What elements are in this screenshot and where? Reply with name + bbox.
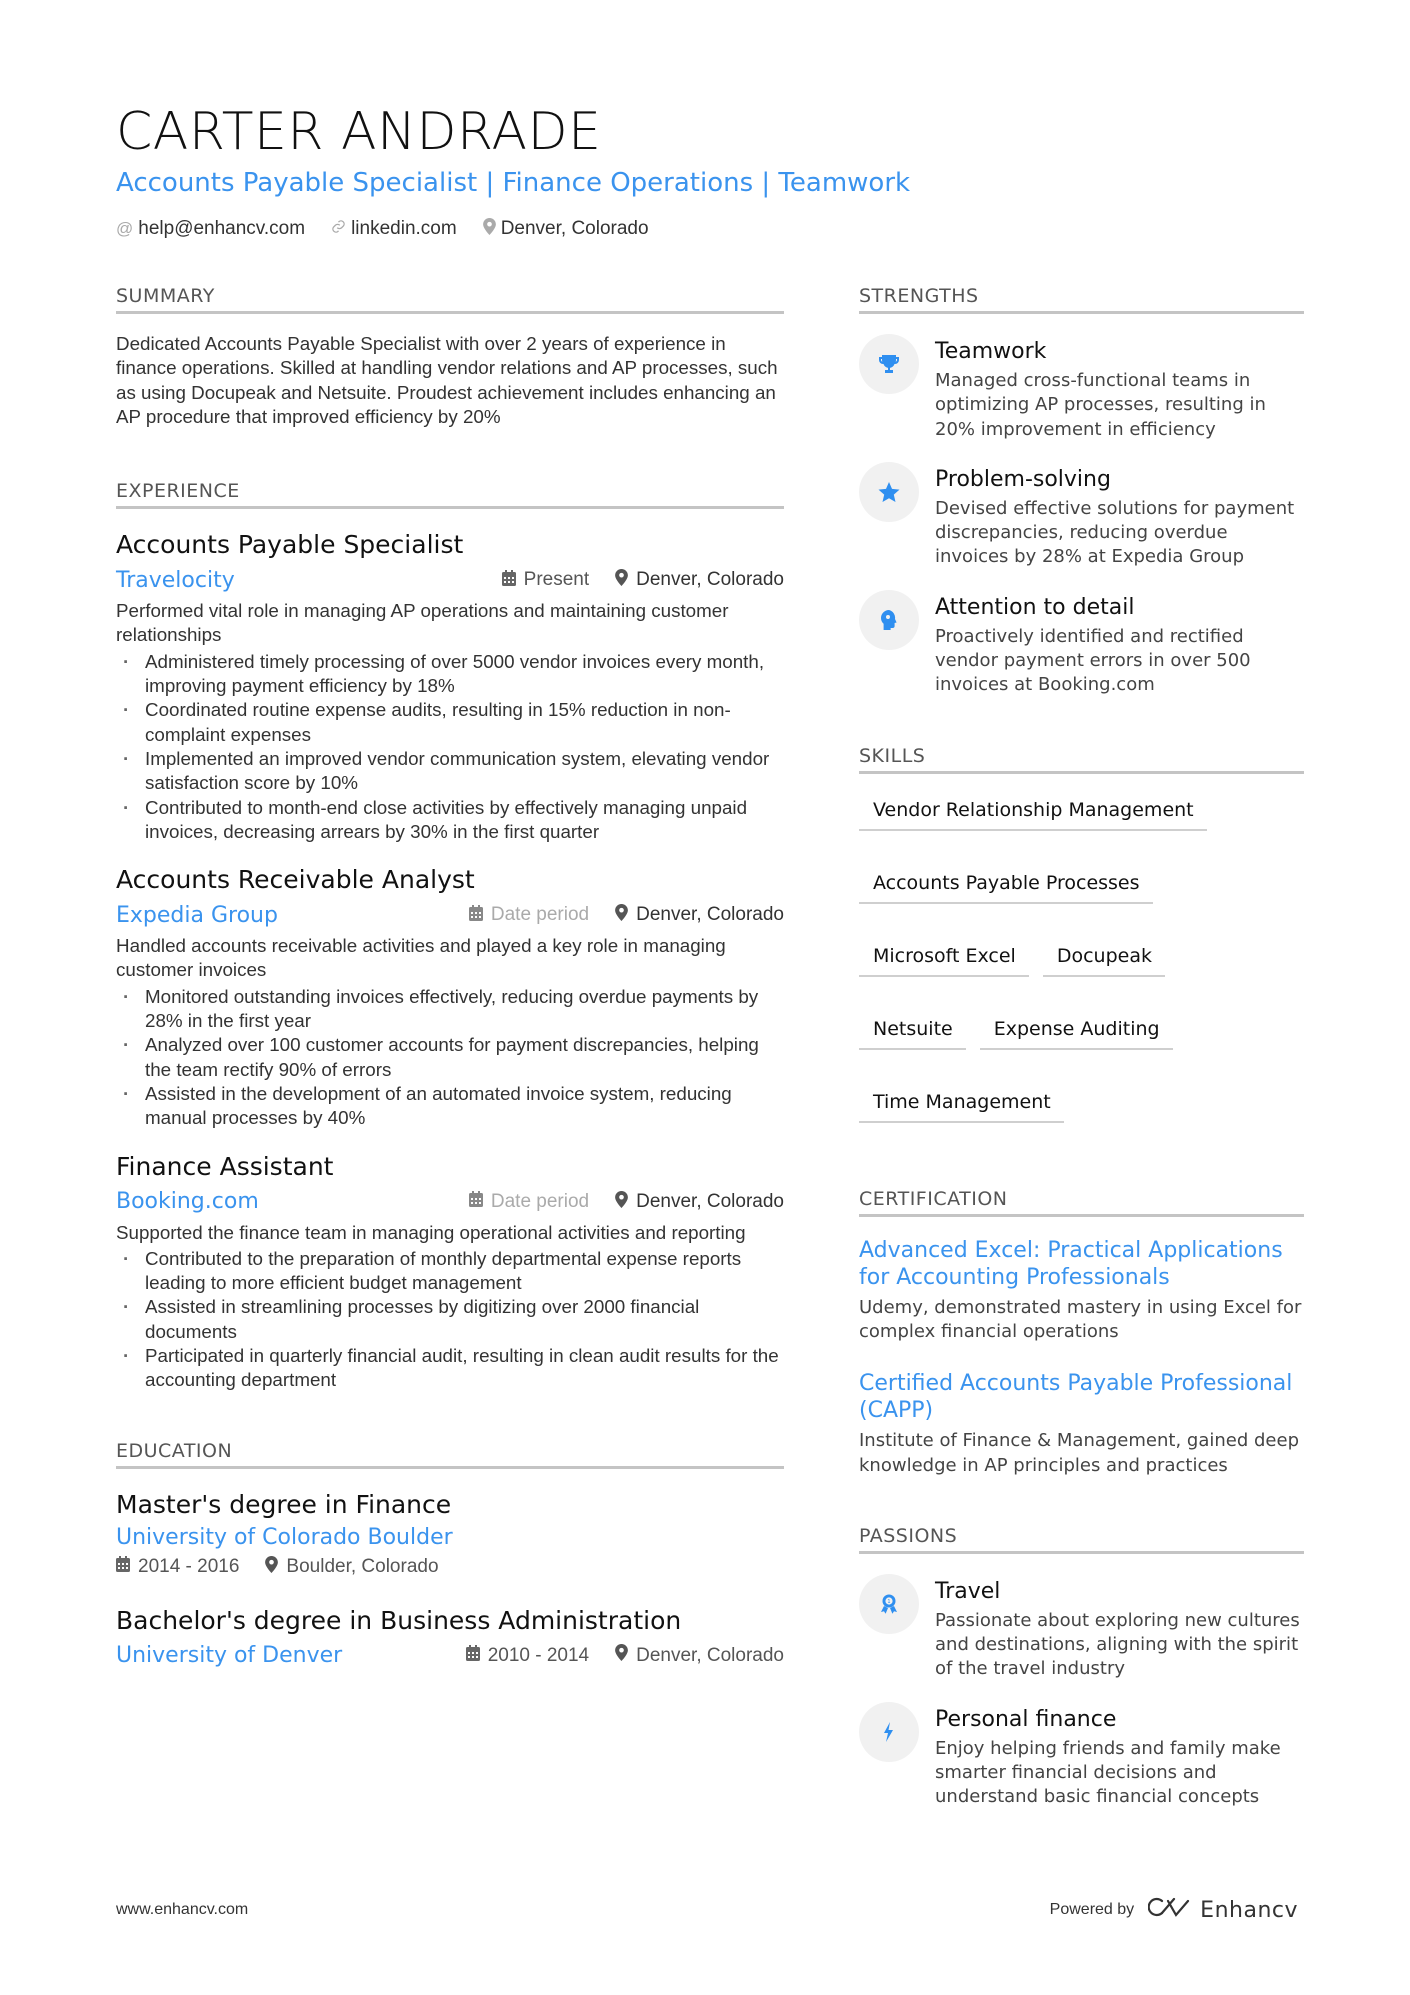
job-date [469, 1191, 589, 1213]
job-bullets [116, 1247, 784, 1393]
enhancv-logo[interactable] [1148, 1895, 1298, 1925]
education-entry [116, 1605, 784, 1671]
contact-location [483, 218, 649, 240]
calendar-icon [116, 1556, 130, 1578]
location-pin-icon [615, 569, 628, 591]
passion-item [859, 1706, 1304, 1810]
bullet-item: · Contributed to the preparation of monthly departmental expense reports leading to more efficient budget management [116, 1247, 784, 1296]
section-heading-education: EDUCATION [116, 1439, 784, 1469]
company-name[interactable]: Booking.com [116, 1189, 259, 1215]
job-meta-row [116, 1187, 784, 1217]
job-location [615, 1191, 784, 1213]
job-description: Performed vital role in managing AP operations and maintaining customer relationships [116, 600, 729, 646]
strengths-section [859, 284, 1304, 698]
page-footer [116, 1895, 1298, 1925]
summary-text: Dedicated Accounts Payable Specialist with over 2 years of experience in finance operations. Skilled at handling vendor relations and AP processes, such as using Docupeak and Netsuite. Proudest achievement includes enhancing an AP procedure that improved efficiency by 20% [116, 333, 778, 427]
footer-url-link[interactable]: www.enhancv.com [116, 1901, 249, 1918]
education-dates [116, 1556, 239, 1578]
skill-tag: Expense Auditing [980, 1017, 1173, 1050]
job-meta-row [116, 900, 784, 930]
section-heading-certification: CERTIFICATION [859, 1187, 1304, 1217]
bullet-item: · Administered timely processing of over 5000 vendor invoices every month, improving payment efficiency by 18% [116, 650, 784, 699]
passion-title: Travel [935, 1578, 1001, 1604]
location-text: Denver, Colorado [500, 218, 649, 239]
experience-section [116, 479, 784, 1392]
bullet-item: · Assisted in the development of an automated invoice system, reducing manual processes by 40% [116, 1082, 784, 1131]
school-name[interactable]: University of Colorado Boulder [116, 1524, 453, 1550]
location-pin-icon [615, 1644, 628, 1667]
bullet-item: · Implemented an improved vendor communication system, elevating vendor satisfaction score by 10% [116, 747, 784, 796]
calendar-icon [469, 1191, 483, 1212]
powered-by-label: Powered by [1049, 1901, 1135, 1918]
job-description: Supported the finance team in managing operational activities and reporting [116, 1221, 746, 1243]
job-date [502, 569, 589, 591]
dates-text: 2010 - 2014 [487, 1644, 590, 1666]
skill-tag: Microsoft Excel [859, 944, 1029, 977]
certification-title[interactable]: Advanced Excel: Practical Applications for Accounting Professionals [859, 1237, 1283, 1290]
trophy-icon [859, 334, 919, 394]
job-description: Handled accounts receivable activities and played a key role in managing customer invoices [116, 935, 726, 981]
calendar-icon [502, 570, 516, 591]
brand-name: Enhancv [1200, 1897, 1298, 1923]
strength-title: Attention to detail [935, 594, 1135, 620]
calendar-icon [466, 1645, 480, 1667]
experience-entry [116, 1151, 784, 1393]
skills-list [859, 798, 1304, 1123]
education-location [615, 1644, 784, 1667]
education-entry [116, 1489, 784, 1579]
job-title: Finance Assistant [116, 1151, 334, 1181]
company-name[interactable]: Travelocity [116, 567, 235, 593]
school-name[interactable]: University of Denver [116, 1643, 343, 1669]
section-heading-strengths: STRENGTHS [859, 284, 1304, 314]
job-title: Accounts Payable Specialist [116, 530, 464, 560]
enhancv-logo-icon [1148, 1895, 1192, 1925]
location-text: Denver, Colorado [636, 904, 784, 926]
email-text: help@enhancv.com [138, 218, 306, 239]
strength-title: Problem-solving [935, 466, 1111, 492]
education-meta [466, 1644, 784, 1667]
bullet-item: · Coordinated routine expense audits, resulting in 15% reduction in non-complaint expenses [116, 698, 784, 747]
strength-description: Devised effective solutions for payment discrepancies, reducing overdue invoices by 28% at Expedia Group [935, 497, 1295, 568]
candidate-headline: Accounts Payable Specialist | Finance Operations | Teamwork [116, 168, 911, 198]
location-text: Denver, Colorado [636, 1190, 784, 1212]
date-text: Date period [490, 1190, 590, 1212]
job-bullets [116, 650, 784, 844]
education-location [265, 1556, 438, 1579]
education-meta [116, 1556, 784, 1579]
degree-title: Master's degree in Finance [116, 1489, 452, 1519]
certification-title[interactable]: Certified Accounts Payable Professional (CAPP) [859, 1371, 1293, 1424]
dates-text: 2014 - 2016 [138, 1556, 240, 1578]
bullet-item: · Assisted in streamlining processes by digitizing over 2000 financial documents [116, 1295, 784, 1344]
strength-item [859, 338, 1304, 442]
section-heading-skills: SKILLS [859, 744, 1304, 774]
calendar-icon [469, 905, 483, 926]
location-pin-icon [615, 1191, 628, 1213]
location-pin-icon [615, 904, 628, 926]
skill-tag: Docupeak [1043, 944, 1165, 977]
job-meta [469, 904, 784, 926]
job-bullets [116, 985, 784, 1131]
left-column [116, 284, 784, 1671]
bullet-item: · Analyzed over 100 customer accounts for payment discrepancies, helping the team rectify 90% of errors [116, 1033, 784, 1082]
summary-section [116, 284, 784, 429]
skill-tag: Vendor Relationship Management [859, 798, 1207, 831]
date-text: Date period [490, 904, 590, 926]
experience-entry [116, 529, 784, 844]
certification-section [859, 1187, 1304, 1478]
degree-title: Bachelor's degree in Business Administration [116, 1605, 682, 1635]
strength-item [859, 594, 1304, 698]
contact-row [116, 218, 1296, 240]
bullet-item: · Participated in quarterly financial audit, resulting in clean audit results for the accounting department [116, 1344, 784, 1393]
location-text: Boulder, Colorado [286, 1556, 439, 1578]
strength-description: Managed cross-functional teams in optimizing AP processes, resulting in 20% improvement in efficiency [935, 370, 1266, 440]
bullet-item: · Monitored outstanding invoices effectively, reducing overdue payments by 28% in the first year [116, 985, 784, 1034]
star-icon [859, 462, 919, 522]
section-heading-experience: EXPERIENCE [116, 479, 784, 509]
lightning-bolt-icon [859, 1702, 919, 1762]
candidate-name: CARTER ANDRADE [116, 102, 602, 162]
job-meta [469, 1191, 784, 1213]
contact-email[interactable] [116, 218, 305, 240]
location-text: Denver, Colorado [636, 569, 784, 591]
section-heading-summary: SUMMARY [116, 284, 784, 314]
brain-head-icon [859, 590, 919, 650]
contact-linkedin[interactable] [331, 218, 457, 240]
location-pin-icon [265, 1556, 278, 1579]
job-meta-row [116, 565, 784, 595]
section-heading-passions: PASSIONS [859, 1524, 1304, 1554]
linkedin-text: linkedin.com [351, 218, 457, 239]
strength-item [859, 466, 1304, 570]
right-column [859, 284, 1304, 1810]
passion-item [859, 1578, 1304, 1682]
strength-description: Proactively identified and rectified vendor payment errors in over 500 invoices at Booking.com [935, 625, 1251, 696]
location-pin-icon [483, 218, 496, 240]
link-icon [331, 219, 346, 239]
job-location [615, 569, 784, 591]
job-date [469, 904, 589, 926]
svg-text:1: 1 [887, 1598, 891, 1605]
education-section [116, 1439, 784, 1671]
certification-description: Udemy, demonstrated mastery in using Excel for complex financial operations [859, 1296, 1302, 1342]
company-name[interactable]: Expedia Group [116, 902, 278, 928]
education-dates [466, 1645, 589, 1667]
award-medal-icon [859, 1574, 919, 1634]
experience-entry [116, 864, 784, 1130]
strength-title: Teamwork [935, 339, 1047, 364]
education-meta-row [116, 1641, 784, 1671]
at-icon: @ [116, 219, 134, 238]
passions-section [859, 1524, 1304, 1810]
bullet-item: · Contributed to month-end close activities by effectively managing unpaid invoices, decreasing arrears by 30% in the first quarter [116, 796, 784, 845]
job-meta [502, 569, 784, 591]
certification-entry [859, 1237, 1304, 1345]
job-title: Accounts Receivable Analyst [116, 865, 475, 895]
powered-by [1050, 1895, 1298, 1925]
skill-tag: Accounts Payable Processes [859, 871, 1153, 904]
certification-entry [859, 1370, 1304, 1478]
passion-title: Personal finance [935, 1706, 1117, 1732]
job-location [615, 904, 784, 926]
skill-tag: Time Management [859, 1090, 1064, 1123]
passion-description: Passionate about exploring new cultures and destinations, aligning with the spirit of the travel industry [935, 1609, 1300, 1680]
skill-tag: Netsuite [859, 1017, 966, 1050]
certification-description: Institute of Finance & Management, gained deep knowledge in AP principles and practices [859, 1430, 1299, 1476]
skills-section [859, 744, 1304, 1123]
date-text: Present [523, 569, 590, 591]
resume-header [116, 100, 1296, 240]
location-text: Denver, Colorado [636, 1644, 784, 1666]
passion-description: Enjoy helping friends and family make smarter financial decisions and understand basic financial concepts [935, 1737, 1281, 1808]
